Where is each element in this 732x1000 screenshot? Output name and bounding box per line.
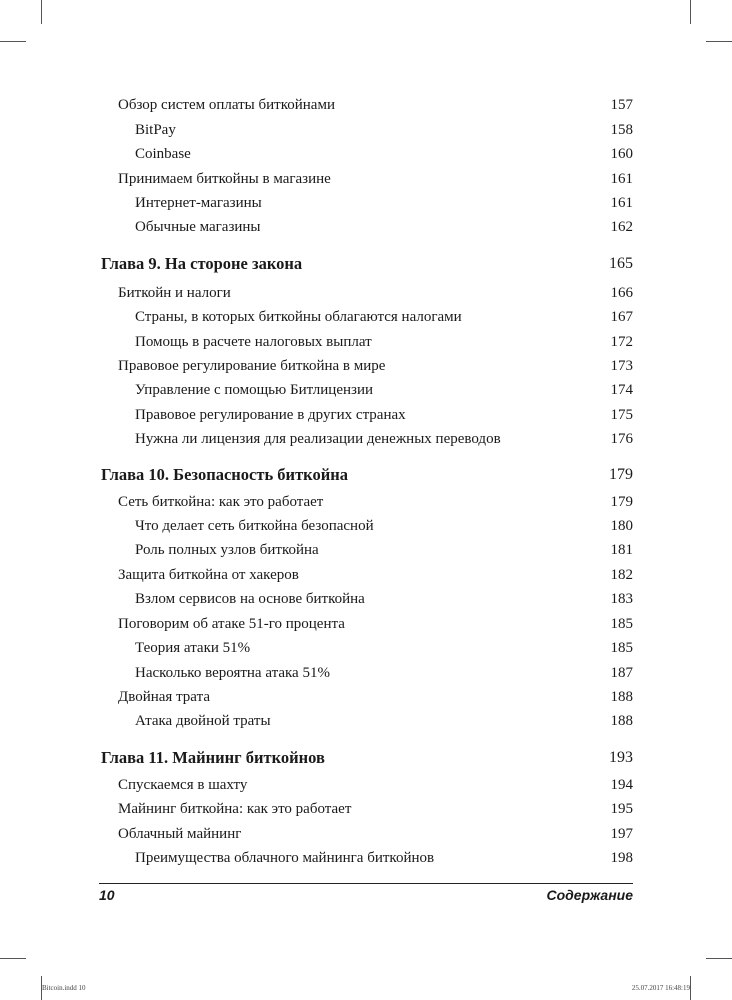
toc-entry-page: 188: [610, 689, 633, 705]
toc-entry-page: 160: [610, 146, 633, 162]
toc-entry: [0, 191, 732, 215]
toc-entry: [0, 709, 732, 733]
toc-entry-title: Управление с помощью Битлицензии: [135, 382, 373, 398]
toc-entry-title: Глава 11. Майнинг биткойнов: [101, 747, 325, 767]
toc-entry: [0, 330, 732, 354]
toc-entry-page: 179: [610, 494, 633, 510]
toc-entry-page: 183: [610, 591, 633, 607]
toc-entry: [0, 685, 732, 709]
toc-entry: [0, 305, 732, 329]
toc-entry-page: 193: [609, 749, 633, 766]
toc-entry-page: 185: [610, 640, 633, 656]
toc-entry-title: Интернет-магазины: [135, 195, 262, 211]
toc-entry-page: 165: [609, 255, 633, 272]
toc-entry-page: 166: [610, 285, 633, 301]
toc-entry-title: Что делает сеть биткойна безопасной: [135, 518, 374, 534]
toc-entry: [0, 378, 732, 402]
toc-entry-page: 162: [610, 219, 633, 235]
toc-entry-title: Насколько вероятна атака 51%: [135, 665, 330, 681]
toc-entry: [0, 797, 732, 821]
toc-entry: [0, 281, 732, 305]
toc-entry-page: 176: [610, 431, 633, 447]
toc-entry: [0, 773, 732, 797]
toc-entry: [0, 167, 732, 191]
toc-entry-title: Сеть биткойна: как это работает: [118, 494, 324, 510]
toc-entry-title: Двойная трата: [118, 689, 210, 705]
toc-chapter: [0, 746, 732, 770]
toc-entry-title: Поговорим об атаке 51-го процента: [118, 616, 345, 632]
toc-entry-title: BitPay: [135, 122, 176, 138]
toc-entry-page: 158: [610, 122, 633, 138]
toc-entry-title: Роль полных узлов биткойна: [135, 542, 319, 558]
toc-entry: [0, 612, 732, 636]
toc-entry-page: 157: [610, 97, 633, 113]
toc-entry-title: Страны, в которых биткойны облагаются налогами: [135, 309, 462, 325]
toc-entry-page: 172: [610, 334, 633, 350]
toc-entry: [0, 215, 732, 239]
toc-chapter: [0, 252, 732, 276]
toc-entry: [0, 538, 732, 562]
toc-entry-title: Обзор систем оплаты биткойнами: [118, 97, 335, 113]
toc-chapter: [0, 463, 732, 487]
toc-entry-title: Атака двойной траты: [135, 713, 271, 729]
toc-entry: [0, 661, 732, 685]
toc-entry-page: 180: [610, 518, 633, 534]
toc-entry-title: Глава 9. На стороне закона: [101, 253, 303, 273]
toc-entry-page: 173: [610, 358, 633, 374]
toc-entry-title: Теория атаки 51%: [135, 640, 251, 656]
toc-entry: [0, 846, 732, 870]
toc-entry-page: 182: [610, 567, 633, 583]
toc-entry-page: 194: [610, 777, 633, 793]
toc-entry-title: Coinbase: [135, 146, 191, 162]
footer-rule: [99, 883, 633, 884]
toc-entry-page: 197: [610, 826, 633, 842]
toc-entry: [0, 142, 732, 166]
toc-entry: [0, 563, 732, 587]
toc-entry-title: Преимущества облачного майнинга биткойнов: [135, 850, 435, 866]
toc-entry: [0, 822, 732, 846]
toc-entry-title: Защита биткойна от хакеров: [118, 567, 299, 583]
toc-entry: [0, 354, 732, 378]
toc-entry: [0, 587, 732, 611]
footer-section-title: Содержание: [546, 887, 633, 903]
toc-entry-title: Помощь в расчете налоговых выплат: [135, 334, 372, 350]
toc-entry-page: 187: [610, 665, 633, 681]
toc-entry-page: 161: [610, 195, 633, 211]
toc-entry: [0, 93, 732, 117]
toc-entry-title: Биткойн и налоги: [118, 285, 231, 301]
toc-entry: [0, 403, 732, 427]
toc-entry-page: 188: [610, 713, 633, 729]
toc-entry-title: Облачный майнинг: [118, 826, 242, 842]
toc-entry-page: 175: [610, 407, 633, 423]
toc-entry-page: 195: [610, 801, 633, 817]
toc-entry-page: 179: [609, 466, 633, 483]
toc-entry-title: Майнинг биткойна: как это работает: [118, 801, 352, 817]
footer-page-number: 10: [99, 887, 115, 903]
toc-entry-page: 198: [610, 850, 633, 866]
toc-entry-title: Спускаемся в шахту: [118, 777, 248, 793]
toc-entry-title: Правовое регулирование биткойна в мире: [118, 358, 386, 374]
toc-entry: [0, 490, 732, 514]
toc-entry-title: Обычные магазины: [135, 219, 261, 235]
toc-entry: [0, 514, 732, 538]
toc-entry-title: Взлом сервисов на основе биткойна: [135, 591, 365, 607]
toc-entry-page: 181: [610, 542, 633, 558]
toc-entry-page: 167: [610, 309, 633, 325]
print-slug-datetime: 25.07.2017 16:48:19: [631, 984, 690, 992]
toc-entry: [0, 118, 732, 142]
toc-entry-title: Нужна ли лицензия для реализации денежных переводов: [135, 431, 501, 447]
toc-entry: [0, 427, 732, 451]
print-slug-file: Bitcoin.indd 10: [42, 984, 86, 992]
toc-entry-page: 161: [610, 171, 633, 187]
toc-entry-title: Принимаем биткойны в магазине: [118, 171, 331, 187]
toc-entry-title: Глава 10. Безопасность биткойна: [101, 464, 348, 484]
toc-entry: [0, 636, 732, 660]
toc-entry-page: 174: [610, 382, 633, 398]
toc-entry-page: 185: [610, 616, 633, 632]
toc-entry-title: Правовое регулирование в других странах: [135, 407, 406, 423]
